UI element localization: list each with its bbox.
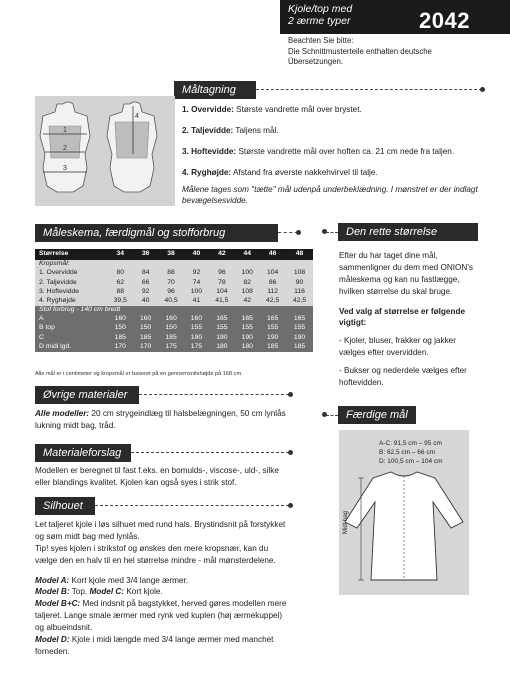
finished-measure: B: 62,5 cm – 66 cm [379,448,435,456]
body-measure-rows [35,269,313,306]
measure-text: Afstand fra øverste nakkehvirvel til talje. [232,167,378,177]
table-footnote: Alle mål er i centimeter og kropsmål er baseret på en gennemsnitshøjde på 168 cm. [35,371,243,377]
model-bc [35,586,289,598]
table-cell: 41 [185,297,209,306]
table-header-cell: 42 [208,249,235,260]
table-cell: 170 [134,343,158,352]
material-suggestion-text: Modellen er beregnet til fast f.eks. en bomulds-, viscose-, uld-, silke eller blandings kvalitet. Kjolen kan også syes i strik stof. [35,466,279,487]
table-cell: 80 [107,269,134,278]
model-text: Top. [69,587,90,597]
table-cell: 108 [286,269,313,278]
table-cell: 190 [259,334,286,343]
table-cell: 3. Hoftevidde [35,288,107,297]
table-header-cell: 44 [235,249,259,260]
measure-text: Største vandrette mål over hoften ca. 21 cm nede fra taljen. [238,146,455,156]
other-materials-text [35,408,289,432]
table-cell: C [35,334,107,343]
table-row [35,343,313,352]
measure-text: Største vandrette mål over brystet. [236,105,362,114]
table-cell: 185 [134,334,158,343]
table-cell: 190 [185,334,209,343]
model-d [35,634,289,658]
measure-label: 3. Hoftevidde: [182,146,237,156]
table-cell: 160 [185,315,209,324]
measure-item [182,146,502,158]
right-size-bullet: - Bukser og nederdele vælges efter hoftevidden. [339,366,467,388]
table-row [35,324,313,333]
title-line-2: 2 ærme typer [288,15,351,28]
table-cell: 86 [259,278,286,287]
table-cell: 104 [208,288,235,297]
divider [326,415,338,416]
other-materials-body: 20 cm strygeindlæg til halsbelægningen, 50 cm lynlås lukning midt bag, tråd. [35,409,286,430]
table-subheader: Kropsmål: [35,260,313,269]
measure-text: Taljens mål. [235,125,279,135]
table-row [35,288,313,297]
table-cell: 165 [235,315,259,324]
table-cell: 92 [185,269,209,278]
table-cell: 40 [134,297,158,306]
divider [131,452,289,453]
model-label: Model B: [35,587,70,597]
measure-label: 1. Overvidde: [182,105,234,114]
table-cell: 180 [208,343,235,352]
table-cell: 41,5 [208,297,235,306]
divider-dot [288,450,293,455]
section-heading-maleskema: Måleskema, færdigmål og stofforbrug [35,224,278,242]
table-cell: D midi lgd. [35,343,107,352]
pattern-title [288,3,352,27]
table-cell: 150 [134,324,158,333]
measure-item [182,104,502,116]
section-heading-ovrige: Øvrige materialer [35,386,139,404]
body-silhouette-illustration [35,96,175,206]
svg-text:3: 3 [63,165,67,172]
table-cell: 180 [235,343,259,352]
finished-measure: D: 100,5 cm – 104 cm [379,457,443,465]
table-cell: 190 [235,334,259,343]
table-header-cell: 48 [286,249,313,260]
table-cell: 155 [286,324,313,333]
table-subheader: Stof forbrug - 140 cm bredt [35,306,313,315]
table-cell: 42 [235,297,259,306]
divider-dot [296,230,301,235]
measure-label: 4. Ryghøjde: [182,167,232,177]
model-text: Kjole i midi længde med 3/4 lange ærmer med manchet forneden. [35,635,274,656]
note-line: Die Schnittmusterteile enthalten deutsche [288,46,432,56]
table-cell: 160 [134,315,158,324]
model-text: Kort kjole med 3/4 lange ærmer. [69,575,189,585]
fabric-rows [35,315,313,352]
section-heading-rette-storrelse: Den rette størrelse [338,223,478,241]
right-size-subheading: Ved valg af størrelse er følgende vigtigt: [339,306,466,328]
table-cell: 88 [107,288,134,297]
model-text: Kort kjole. [124,587,163,597]
section-heading-faerdige-mal: Færdige mål [338,406,416,424]
table-cell: 155 [235,324,259,333]
table-cell: 62 [107,278,134,287]
divider-dot [480,87,485,92]
model-bplusc [35,598,289,634]
note-line: Übersetzungen. [288,57,344,67]
model-a [35,575,289,587]
table-cell: 160 [107,315,134,324]
measure-label: 2. Taljevidde: [182,125,234,135]
table-cell: 185 [107,334,134,343]
table-header-cell: 36 [134,249,158,260]
silhouette-paragraph: Let taljeret kjole i løs silhuet med rund hals. Brystindsnit på forstykket og søm midt bag med lynlås. [35,520,286,541]
model-label: Model D: [35,635,70,645]
model-text: Med indsnit på bagstykket, herved gøres modellen mere taljeret. Lange smale ærmer med rynk ved kuplen (høj ærmekuppel) og albueindsnit. [35,599,287,633]
size-table [35,249,313,352]
table-cell: 185 [286,343,313,352]
right-size-text [339,250,479,389]
table-cell: 175 [158,343,185,352]
table-cell: 82 [235,278,259,287]
measure-item [182,125,502,137]
table-cell: 92 [134,288,158,297]
divider-dot [288,503,293,508]
table-row [35,297,313,306]
measuring-instructions [182,104,502,212]
table-cell: 185 [158,334,185,343]
silhouette-text [35,519,289,658]
divider [326,232,338,233]
measure-item [182,167,502,179]
pattern-number: 2042 [419,8,470,33]
section-heading-silhouet: Silhouet [35,497,95,515]
divider [256,89,482,90]
center-back-label: Midt bag [343,510,349,534]
table-header-row [35,249,313,260]
table-cell: 96 [208,269,235,278]
table-cell: 84 [134,269,158,278]
table-cell: 74 [185,278,209,287]
table-cell: 66 [134,278,158,287]
table-row [35,269,313,278]
table-cell: 100 [185,288,209,297]
table-cell: 100 [235,269,259,278]
table-cell: 155 [208,324,235,333]
table-subheader-row [35,260,313,269]
measure-note: Målene tages som "tætte" mål udenpå underbeklædning. I mønstret er der indlagt bevægelsesvidde. [182,184,478,206]
measuring-figure [35,96,175,206]
table-cell: 165 [208,315,235,324]
table-cell: 150 [107,324,134,333]
finished-measurements-figure [339,430,469,595]
divider [139,394,289,395]
title-line-1: Kjole/top med [288,3,353,15]
table-cell: 190 [208,334,235,343]
table-cell: 112 [259,288,286,297]
table-cell: 88 [158,269,185,278]
other-materials-label: Alle modeller: [35,409,90,418]
translation-note [288,36,508,68]
section-heading-materialeforslag: Materialeforslag [35,444,131,462]
table-cell: 155 [185,324,209,333]
table-cell: 40,5 [158,297,185,306]
table-cell: A [35,315,107,324]
table-cell: 42,5 [259,297,286,306]
table-cell: B top [35,324,107,333]
divider [278,232,298,233]
table-cell: 78 [208,278,235,287]
table-cell: 116 [286,288,313,297]
table-cell: 2. Taljevidde [35,278,107,287]
silhouette-tip: Tip! syes kjolen i strikstof og ønskes den mere kropsnær, kan du vælge den en halv til en hel størrelse mindre - mål mønsterdelene. [35,543,276,565]
table-header-cell: 40 [185,249,209,260]
table-cell: 165 [286,315,313,324]
table-cell: 185 [259,343,286,352]
table-cell: 39,5 [107,297,134,306]
svg-text:1: 1 [63,127,67,134]
divider [95,505,289,506]
model-label: Model A: [35,575,70,585]
table-cell: 108 [235,288,259,297]
table-cell: 170 [107,343,134,352]
table-cell: 70 [158,278,185,287]
table-row [35,278,313,287]
divider-dot [288,392,293,397]
table-subheader-row [35,306,313,315]
table-cell: 190 [286,334,313,343]
table-cell: 4. Ryghøjde [35,297,107,306]
table-header-cell: 34 [107,249,134,260]
note-line: Beachten Sie bitte: [288,36,354,45]
table-cell: 160 [158,315,185,324]
pattern-header [280,0,510,34]
table-cell: 175 [185,343,209,352]
table-cell: 155 [259,324,286,333]
table-cell: 42,5 [286,297,313,306]
table-row [35,315,313,324]
table-header-cell: 46 [259,249,286,260]
table-cell: 150 [158,324,185,333]
table-header-cell: 38 [158,249,185,260]
table-cell: 104 [259,269,286,278]
finished-measure: A-C: 91,5 cm – 95 cm [379,440,442,447]
model-label: Model B+C: [35,599,81,609]
table-cell: 165 [259,315,286,324]
svg-text:2: 2 [63,145,67,152]
table-row [35,334,313,343]
model-label: Model C: [89,587,125,597]
table-cell: 1. Overvidde [35,269,107,278]
table-cell: 96 [158,288,185,297]
right-size-paragraph: Efter du har taget dine mål, sammenligner du dem med ONION's måleskema og kan nu fastlægge, hvilken størrelse du skal bruge. [339,251,473,296]
svg-text:4: 4 [135,113,139,120]
table-cell: 90 [286,278,313,287]
finished-measures-list [379,440,443,466]
section-heading-maltagning: Måltagning [174,81,256,99]
right-size-bullet: - Kjoler, bluser, frakker og jakker vælges efter overvidden. [339,336,456,358]
table-header-cell: Størrelse [35,249,107,260]
